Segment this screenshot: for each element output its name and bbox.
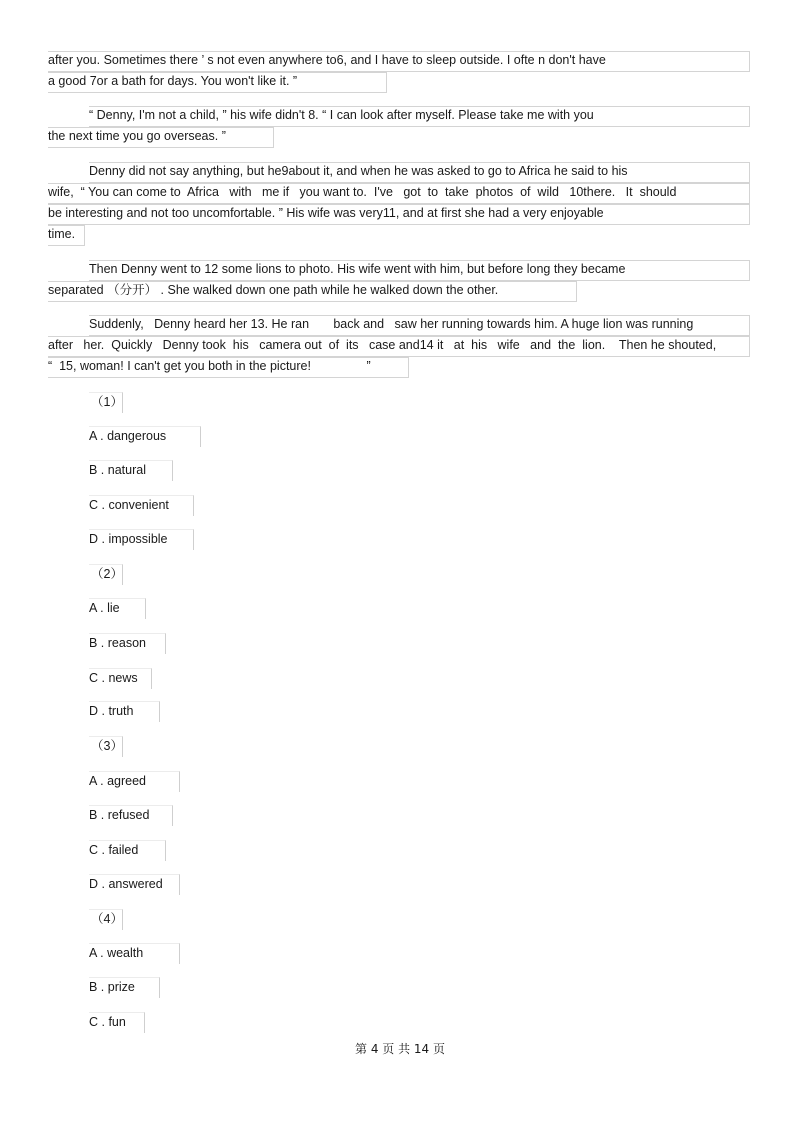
passage-line-9: Then Denny went to 12 some lions to photo. His wife went with him, but before long they became <box>89 262 626 276</box>
option-box <box>89 874 180 895</box>
option-d[interactable]: D . impossible <box>89 532 168 546</box>
option-b[interactable]: B . refused <box>89 808 150 822</box>
option-d[interactable]: D . answered <box>89 877 163 891</box>
passage-line-12: after her. Quickly Denny took his camera out of its case and14 it at his wife and the lion. Then he shouted, <box>48 338 717 352</box>
passage-line-3: “ Denny, I'm not a child, ” his wife didn't 8. “ I can look after myself. Please take me with you <box>89 108 594 122</box>
passage-line-7: be interesting and not too uncomfortable. ” His wife was very11, and at first she had a very enjoyable <box>48 206 604 220</box>
question-number: （1） <box>91 395 123 409</box>
option-box <box>89 805 173 826</box>
option-box <box>89 668 152 689</box>
question-number: （4） <box>91 912 123 926</box>
passage-line-5: Denny did not say anything, but he9about it, and when he was asked to go to Africa he said to his <box>89 164 628 178</box>
option-d[interactable]: D . truth <box>89 704 134 718</box>
option-box <box>89 771 180 792</box>
option-box <box>89 840 166 861</box>
option-box <box>89 909 123 930</box>
passage-line-13: “ 15, woman! I can't get you both in the picture! ” <box>48 359 371 373</box>
passage-line-4: the next time you go overseas. ” <box>48 129 226 143</box>
option-box <box>89 598 146 619</box>
page-footer: 第 4 页 共 14 页 <box>355 1042 445 1056</box>
option-box <box>89 736 123 757</box>
option-box <box>89 564 123 585</box>
question-number: （2） <box>91 567 123 581</box>
passage-line-1: after you. Sometimes there ’ s not even anywhere to6, and I have to sleep outside. I ofte n don't have <box>48 53 606 67</box>
passage-line-6: wife, “ You can come to Africa with me if you want to. I've got to take photos of wild 10there. It should <box>48 185 677 199</box>
option-box <box>89 460 173 481</box>
passage-line-10: separated （分开） . She walked down one path while he walked down the other. <box>48 283 499 297</box>
option-box <box>89 943 180 964</box>
option-b[interactable]: B . prize <box>89 980 135 994</box>
option-box <box>89 633 166 654</box>
passage-line-11: Suddenly, Denny heard her 13. He ran back and saw her running towards him. A huge lion was running <box>89 317 694 331</box>
option-b[interactable]: B . natural <box>89 463 146 477</box>
option-box <box>89 977 160 998</box>
option-box <box>89 701 160 722</box>
passage-line-8: time. <box>48 227 76 241</box>
option-c[interactable]: C . fun <box>89 1015 126 1029</box>
option-box <box>89 1012 145 1033</box>
passage-line-2: a good 7or a bath for days. You won't like it. ” <box>48 74 298 88</box>
option-box <box>89 392 123 413</box>
option-box <box>89 426 201 447</box>
option-b[interactable]: B . reason <box>89 636 146 650</box>
option-a[interactable]: A . wealth <box>89 946 144 960</box>
option-a[interactable]: A . dangerous <box>89 429 167 443</box>
option-box <box>89 495 194 516</box>
option-c[interactable]: C . convenient <box>89 498 169 512</box>
option-c[interactable]: C . failed <box>89 843 139 857</box>
question-number: （3） <box>91 739 123 753</box>
option-c[interactable]: C . news <box>89 671 138 685</box>
option-box <box>89 529 194 550</box>
option-a[interactable]: A . lie <box>89 601 120 615</box>
option-a[interactable]: A . agreed <box>89 774 146 788</box>
